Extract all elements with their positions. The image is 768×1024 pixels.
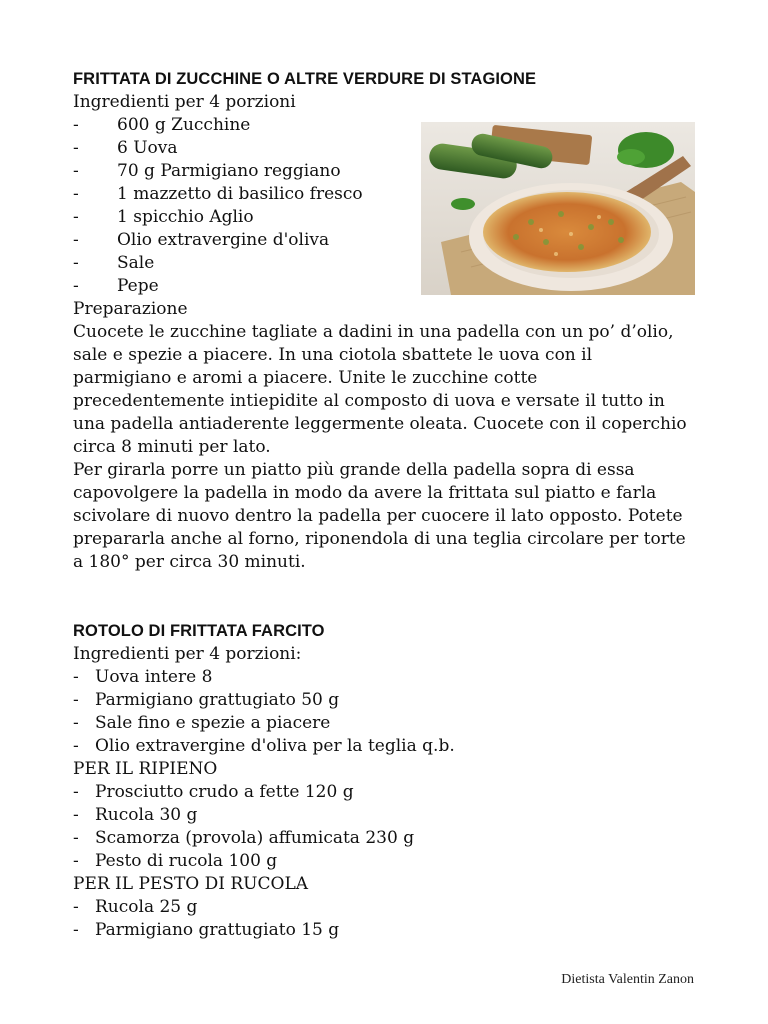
recipe1-title: FRITTATA DI ZUCCHINE O ALTRE VERDURE DI STAGIONE (73, 70, 537, 88)
list-item: - Pepe (73, 275, 693, 298)
recipe2-filling-heading: PER IL RIPIENO (73, 759, 218, 779)
list-item: - Sale (73, 252, 693, 275)
frittata-photo (421, 122, 695, 295)
list-item: - 70 g Parmigiano reggiano (73, 160, 693, 183)
recipe2-pesto-heading: PER IL PESTO DI RUCOLA (73, 874, 309, 894)
list-item: - Prosciutto crudo a fette 120 g (73, 781, 693, 804)
list-item: - Rucola 25 g (73, 896, 693, 919)
list-item: - Olio extravergine d'oliva per la teglia q.b. (73, 735, 693, 758)
recipe2-pesto-list (73, 896, 693, 942)
list-item: - 1 spicchio Aglio (73, 206, 693, 229)
footer-author: Dietista Valentin Zanon (561, 972, 694, 987)
list-item: - 1 mazzetto di basilico fresco (73, 183, 693, 206)
recipe2-filling-list (73, 781, 693, 873)
list-item: - Sale fino e spezie a piacere (73, 712, 693, 735)
list-item: - Scamorza (provola) affumicata 230 g (73, 827, 693, 850)
recipe2-ingredients-heading: Ingredienti per 4 porzioni: (73, 644, 302, 664)
list-item: - Pesto di rucola 100 g (73, 850, 693, 873)
recipe2-title: ROTOLO DI FRITTATA FARCITO (73, 622, 325, 640)
list-item: - Parmigiano grattugiato 50 g (73, 689, 693, 712)
list-item: - 6 Uova (73, 137, 693, 160)
recipe1-preparation-paragraph: Cuocete le zucchine tagliate a dadini in una padella con un po’ d’olio, sale e spezie a piacere. In una ciotola sbattete le uova con il parmigiano e aromi a piacere. Unite le zucchine cotte precedentemente intiepidite al composto di uova e versate il tutto in una padella antiaderente leggermente oleata. Cuocete con il coperchio circa 8 minuti per lato. (73, 322, 687, 457)
list-item: - Olio extravergine d'oliva (73, 229, 693, 252)
list-item: - Rucola 30 g (73, 804, 693, 827)
list-item: - Uova intere 8 (73, 666, 693, 689)
recipe1-preparation-paragraph: Per girarla porre un piatto più grande della padella sopra di essa capovolgere la padella in modo da avere la frittata sul piatto e farla scivolare di nuovo dentro la padella per cuocere il lato opposto. Potete prepararla anche al forno, riponendola di una teglia circolare per torte a 180° per circa 30 minuti. (73, 460, 686, 572)
recipe1-ingredients-heading: Ingredienti per 4 porzioni (73, 92, 296, 112)
list-item: - 600 g Zucchine (73, 114, 693, 137)
recipe2-ingredient-list (73, 666, 693, 758)
list-item: - Parmigiano grattugiato 15 g (73, 919, 693, 942)
recipe1-preparation-heading: Preparazione (73, 299, 188, 319)
